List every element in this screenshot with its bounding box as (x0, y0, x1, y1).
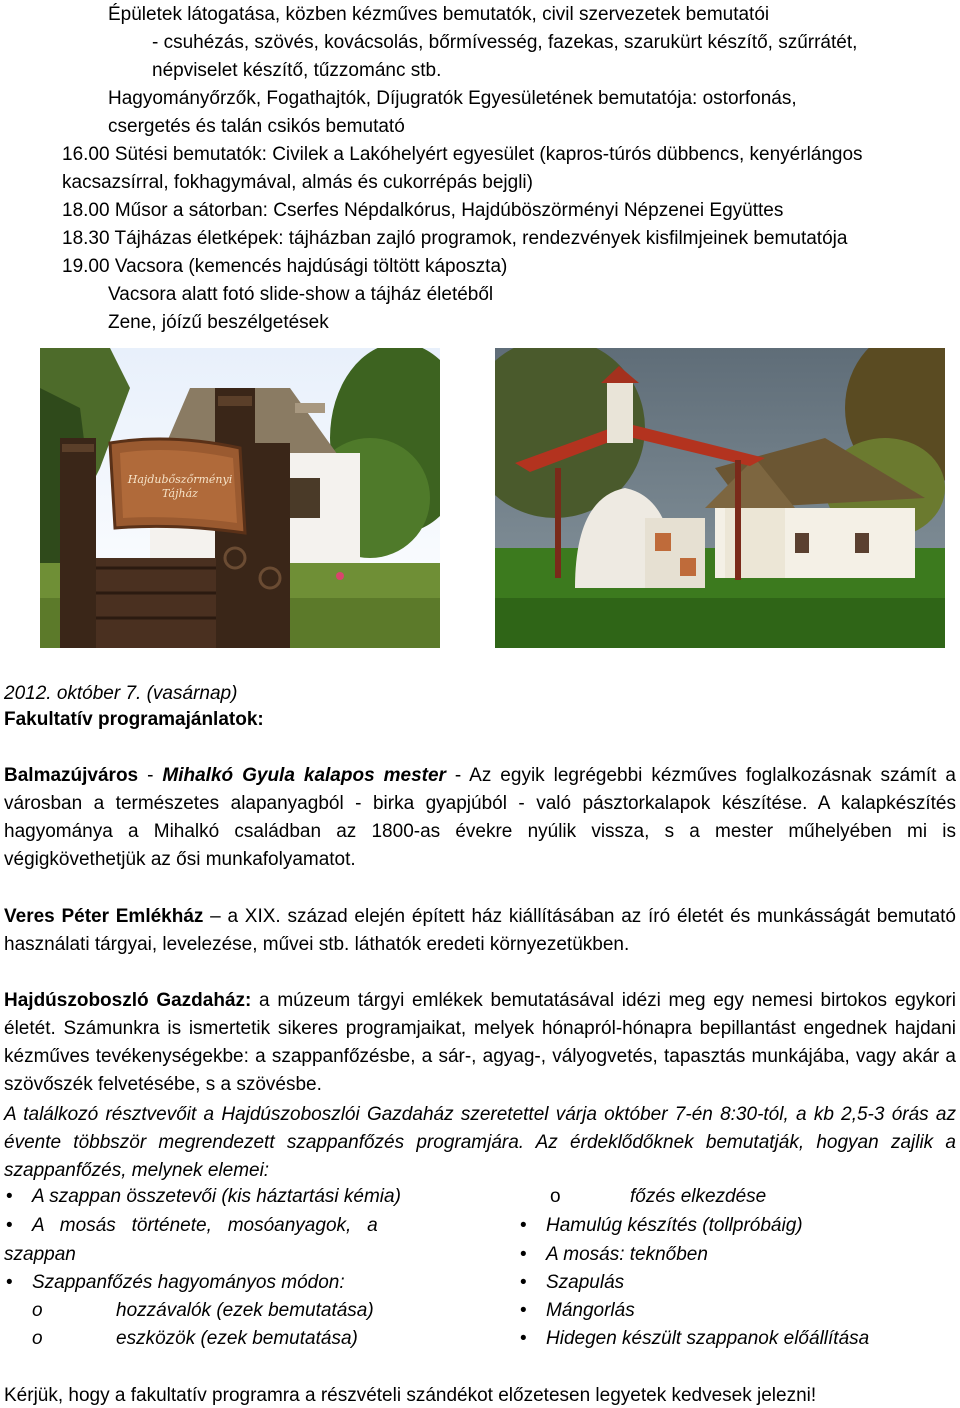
veres-peter-title: Veres Péter Emlékház (4, 906, 204, 927)
bullet-marker: • (520, 1328, 527, 1349)
list-left-subitem-2 (8, 1327, 358, 1351)
p1-text: - Az egyik legrégebbi kézműves foglalkozásnak számít a városban a természetes alapanyagból - birka gyapjúból - való pásztorkalapok készítése. A kalapkészítés hagyománya a Mihalkó családban az 1800-as évekre nyúlik vissza, s a mester műhelyében mi is végigkövethetjük az ősi munkafolyamatot. (4, 765, 956, 870)
schedule-line-1: Épületek látogatása, közben kézműves bemutatók, civil szervezetek bemutatói (108, 4, 770, 25)
list-right-item-1 (520, 1214, 803, 1238)
bullet-marker: • (6, 1272, 13, 1293)
schedule-line-10: 19.00 Vacsora (kemencés hajdúsági töltött káposzta) (62, 256, 508, 277)
list-left-text-3: Szappanfőzés hagyományos módon: (32, 1272, 345, 1293)
schedule-line-7: kacsazsírral, fokhagymával, almás és cukorrépás bejgli) (62, 172, 533, 193)
circle-marker: o (32, 1328, 43, 1349)
balmazujvaros-paragraph (4, 762, 956, 874)
schedule-line-11: Vacsora alatt fotó slide-show a tájház életéből (108, 284, 494, 305)
bullet-marker: • (520, 1300, 527, 1321)
list-left-item-3 (6, 1271, 345, 1295)
gazdahaz-italic-paragraph: A találkozó résztvevőit a Hajdúszoboszlói Gazdaház szeretettel várja október 7-én 8:30-tól, a kb 2,5-3 órás az évente többször megrendezett szappanfőzés programjára. Az érdeklődőknek bemutatják, hogyan zajlik a szappanfőzés, melynek elemei: (4, 1104, 956, 1181)
list-right-subitem-0 (550, 1185, 766, 1209)
list-right-text-3: Szapulás (546, 1272, 625, 1293)
bullet-marker: • (520, 1244, 527, 1265)
list-left-text-1: A szappan összetevői (kis háztartási kémia) (32, 1186, 401, 1207)
bullet-marker: • (520, 1215, 527, 1236)
list-left-item-2-cont: szappan (4, 1244, 76, 1265)
schedule-line-3: népviselet készítő, tűzzománc stb. (152, 60, 442, 81)
list-right-text-1: Hamulúg készítés (tollpróbáig) (546, 1215, 803, 1236)
schedule-line-8: 18.00 Műsor a sátorban: Cserfes Népdalkórus, Hajdúböszörményi Népzenei Együttes (62, 200, 784, 221)
tajhaz-sign-photo (40, 348, 440, 648)
sign-label: Hajdubőszőrményi Tájház (127, 473, 233, 500)
list-right-item-3 (520, 1271, 624, 1295)
hatmaker-name: Mihalkó Gyula kalapos mester (162, 765, 446, 786)
circle-marker: o (550, 1186, 561, 1207)
bullet-marker: • (6, 1186, 13, 1207)
town-hajduszoboszlo: Hajdúszoboszló (4, 990, 149, 1011)
list-right-text-2: A mosás: teknőben (546, 1244, 708, 1265)
list-left-text-2a: A mosás története, mosóanyagok, a (32, 1215, 378, 1236)
registration-note: Kérjük, hogy a fakultatív programra a részvételi szándékot előzetesen legyetek kedvesek jelezni! (4, 1385, 817, 1406)
circle-marker: o (32, 1300, 43, 1321)
oven-and-house-photo (495, 348, 945, 648)
list-right-text-4: Mángorlás (546, 1300, 635, 1321)
gazdahaz-title: Gazdaház: (156, 990, 252, 1011)
list-right-sub-text-0: főzés elkezdése (630, 1186, 767, 1207)
list-left-item-1 (6, 1185, 401, 1209)
list-right-text-5: Hidegen készült szappanok előállítása (546, 1328, 870, 1349)
bullet-marker: • (520, 1272, 527, 1293)
p3-text: a múzeum tárgyi emlékek bemutatásával idézi meg egy nemesi birtokos egykori életét. Számunkra is ismertetik sikeres programjaikat, melyek hónapról-hónapra bepillantást engednek hajdani kézműves tevékenységekbe: a szappanfőzésbe, a sár-, agyag-, vályogvetés, tapasztás munkájába, vagy akár a szövőszék felvetésébe, s a szövésbe. (4, 990, 956, 1095)
p2-text: – a XIX. század elején épített ház kiállításában az író életét és munkásságát bemutató használati tárgyai, levelezése, művei stb. láthatók eredeti környezetükben. (4, 906, 956, 955)
veres-peter-paragraph (4, 903, 956, 959)
list-left-subitem-1 (8, 1299, 374, 1323)
list-right-item-2 (520, 1243, 708, 1267)
list-left-sub-text-1: hozzávalók (ezek bemutatása) (116, 1300, 374, 1321)
gazdahaz-paragraph (4, 987, 956, 1099)
schedule-line-6: 16.00 Sütési bemutatók: Civilek a Lakóhelyért egyesület (kapros-túrós dübbencs, kenyérlángos (62, 144, 863, 165)
schedule-line-2: - csuhézás, szövés, kovácsolás, bőrmívesség, fazekas, szarukürt készítő, szűrrátét, (152, 32, 858, 53)
bullet-marker: • (6, 1215, 13, 1236)
p1-separator: - (138, 765, 163, 786)
list-right-item-4 (520, 1299, 635, 1323)
town-balmazujvaros: Balmazújváros (4, 765, 139, 786)
list-left-sub-text-2: eszközök (ezek bemutatása) (116, 1328, 358, 1349)
optional-programs-heading: Fakultatív programajánlatok: (4, 709, 264, 730)
schedule-line-5: csergetés és talán csikós bemutató (108, 116, 405, 137)
schedule-line-9: 18.30 Tájházas életképek: tájházban zajló programok, rendezvények kisfilmjeinek bemutatója (62, 228, 848, 249)
list-right-item-5 (520, 1327, 869, 1351)
schedule-line-4: Hagyományőrzők, Fogathajtók, Díjugratók Egyesületének bemutatója: ostorfonás, (108, 88, 797, 109)
schedule-line-12: Zene, jóízű beszélgetések (108, 312, 329, 333)
list-left-item-2 (6, 1214, 378, 1238)
event-date: 2012. október 7. (vasárnap) (4, 683, 238, 704)
